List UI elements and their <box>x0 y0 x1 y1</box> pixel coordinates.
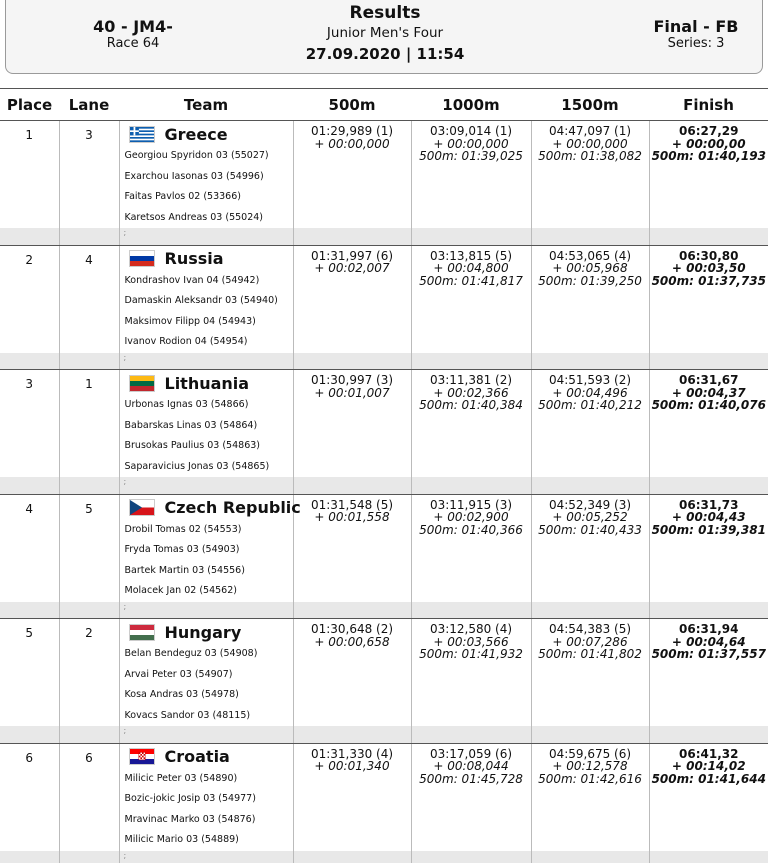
country-name: Hungary <box>164 622 242 642</box>
gap-cell <box>293 851 411 863</box>
russia-flag <box>129 250 155 267</box>
split-1000m-line: 500m: 01:40,366 <box>419 522 523 537</box>
split-1000m-line: 500m: 01:40,384 <box>419 398 523 412</box>
split-1000m <box>411 121 531 229</box>
split-1000m <box>411 494 531 602</box>
finish-line: 06:31,67 <box>679 373 739 387</box>
country-name: Czech Republic <box>164 498 301 517</box>
col-place: Place <box>0 89 59 121</box>
finish-line: + 00:14,02 <box>671 759 746 773</box>
rower-name: Kondrashov Ivan 04 (54942) <box>124 274 260 286</box>
table-row <box>0 494 768 602</box>
final-label: Final - FB <box>653 17 739 36</box>
rower-name: Molacek Jan 02 (54562) <box>124 585 237 596</box>
split-1000m-line: + 00:08,044 <box>433 759 509 773</box>
split-1500m-line: 500m: 01:41,802 <box>538 647 642 661</box>
split-1500m-line: 500m: 01:40,212 <box>538 398 642 412</box>
split-1500m-line: + 00:05,252 <box>552 510 628 524</box>
split-1000m-line: 03:09,014 (1) <box>429 124 513 138</box>
country-name: Croatia <box>164 747 230 766</box>
country-name: Russia <box>164 249 224 268</box>
split-1500m-line: + 00:07,286 <box>552 634 628 649</box>
place-cell: 6 <box>25 750 34 765</box>
rower-list <box>125 769 293 851</box>
finish-line: 06:41,32 <box>679 746 739 761</box>
split-1000m-line: 03:12,580 (4) <box>429 622 513 636</box>
gap-cell <box>649 726 768 743</box>
split-500m-line: 01:31,548 (5) <box>310 497 394 512</box>
split-500m-line: 01:30,648 (2) <box>310 622 394 636</box>
team-cell <box>119 121 293 229</box>
split-1000m-line: 03:13,815 (5) <box>429 248 513 263</box>
split-500m <box>293 619 411 727</box>
rower-list <box>125 644 293 726</box>
lithuania-flag <box>129 375 155 392</box>
team-header <box>125 124 293 144</box>
finish-line: + 00:04,37 <box>671 385 746 400</box>
split-1500m-line: 04:47,097 (1) <box>548 124 632 138</box>
gap-cell <box>649 228 768 245</box>
split-500m-line: 01:29,989 (1) <box>310 124 394 138</box>
split-1500m-line: 04:52,349 (3) <box>548 497 632 512</box>
rower-name: Arvai Peter 03 (54907) <box>124 668 233 680</box>
finish-line: 500m: 01:40,076 <box>651 398 766 412</box>
gap-cell <box>0 228 59 245</box>
croatia-flag <box>129 748 155 765</box>
split-1500m-line: 04:59,675 (6) <box>548 746 632 761</box>
gap-cell <box>293 353 411 370</box>
gap-cell <box>0 353 59 370</box>
split-1000m-line: + 00:00,000 <box>433 136 509 151</box>
split-1000m-line: 03:11,915 (3) <box>429 497 513 512</box>
event-code: 40 - JM4- <box>93 17 173 36</box>
gap-cell <box>293 726 411 743</box>
split-1000m <box>411 245 531 353</box>
table-row <box>0 121 768 229</box>
gap-cell <box>531 851 649 863</box>
finish-line: 500m: 01:39,381 <box>651 522 766 537</box>
split-1500m-line: 04:53,065 (4) <box>548 248 632 263</box>
split-1500m-line: + 00:04,496 <box>552 385 628 400</box>
split-1000m-line: + 00:04,800 <box>433 261 509 275</box>
gap-cell <box>0 602 59 619</box>
team-header <box>125 622 293 642</box>
results-header <box>5 0 763 74</box>
rower-name: Milicic Mario 03 (54889) <box>124 834 239 845</box>
col-team: Team <box>119 89 293 121</box>
rower-list <box>125 146 293 228</box>
gap-cell <box>0 851 59 863</box>
hungary-flag <box>129 624 155 641</box>
rower-name: Maksimov Filipp 04 (54943) <box>124 315 256 327</box>
gap-cell <box>59 851 119 863</box>
finish-line: 500m: 01:37,735 <box>651 273 766 288</box>
finish-line: 500m: 01:37,557 <box>651 647 766 661</box>
split-1000m <box>411 619 531 727</box>
team-header <box>125 373 293 393</box>
finish-time <box>649 494 768 602</box>
split-500m <box>293 121 411 229</box>
gap-cell <box>649 477 768 494</box>
split-1000m-line: 500m: 01:41,817 <box>419 273 523 288</box>
lane-cell: 1 <box>59 370 119 478</box>
split-1000m <box>411 743 531 851</box>
gap-cell <box>531 726 649 743</box>
split-1500m-line: 500m: 01:39,250 <box>538 273 642 288</box>
split-1000m-line: 03:17,059 (6) <box>429 746 513 761</box>
rower-name: Saparavicius Jonas 03 (54865) <box>124 460 270 472</box>
team-header <box>125 747 293 767</box>
split-1000m-line: + 00:02,900 <box>433 510 509 524</box>
lane-cell: 3 <box>59 121 119 229</box>
rower-name: Exarchou Iasonas 03 (54996) <box>124 170 264 182</box>
rower-name: Belan Bendeguz 03 (54908) <box>124 648 258 659</box>
country-name: Greece <box>164 124 228 144</box>
series-label: Series: 3 <box>667 36 725 51</box>
split-1000m-line: 500m: 01:39,025 <box>419 149 523 163</box>
rower-name: Georgiou Spyridon 03 (55027) <box>124 150 269 161</box>
split-1500m <box>531 245 649 353</box>
split-1000m-line: 03:11,381 (2) <box>429 373 513 387</box>
finish-time <box>649 370 768 478</box>
split-500m-line: + 00:01,558 <box>314 510 390 524</box>
place-cell: 2 <box>25 252 34 267</box>
rower-name: Faitas Pavlos 02 (53366) <box>124 191 241 202</box>
finish-line: 06:31,94 <box>679 622 739 636</box>
rower-name: Bozic-jokic Josip 03 (54977) <box>124 793 256 804</box>
gap-cell <box>531 602 649 619</box>
gap-cell <box>411 726 531 743</box>
gap-cell <box>531 228 649 245</box>
gap-cell <box>531 477 649 494</box>
lane-cell: 5 <box>59 494 119 602</box>
gap-cell <box>411 228 531 245</box>
finish-line: 06:27,29 <box>679 124 739 138</box>
col-lane: Lane <box>59 89 119 121</box>
finish-line: + 00:00,00 <box>671 136 746 151</box>
event-name: Junior Men's Four <box>326 25 444 41</box>
team-header <box>125 498 301 518</box>
row-separator <box>0 228 768 245</box>
lane-cell: 2 <box>59 619 119 727</box>
table-row <box>0 370 768 478</box>
gap-cell <box>59 726 119 743</box>
split-500m-line: + 00:01,007 <box>314 385 390 400</box>
gap-cell <box>293 602 411 619</box>
finish-line: 06:30,80 <box>679 248 739 263</box>
table-header-row <box>0 89 768 121</box>
gap-cell <box>0 477 59 494</box>
split-500m-line: + 00:00,658 <box>314 634 390 649</box>
split-1500m-line: + 00:00,000 <box>552 136 628 151</box>
split-500m-line: 01:30,997 (3) <box>310 373 394 387</box>
rower-name: Karetsos Andreas 03 (55024) <box>124 211 264 223</box>
split-1500m <box>531 619 649 727</box>
row-separator <box>0 851 768 863</box>
split-1500m-line: + 00:05,968 <box>552 261 628 275</box>
rower-name: Bartek Martin 03 (54556) <box>124 564 245 576</box>
split-1500m-line: + 00:12,578 <box>552 759 628 773</box>
rower-name: Babarskas Linas 03 (54864) <box>124 419 258 431</box>
split-1500m-line: 04:54,383 (5) <box>548 622 632 636</box>
gap-cell <box>293 228 411 245</box>
split-1000m <box>411 370 531 478</box>
lane-cell: 6 <box>59 743 119 851</box>
gap-cell <box>59 228 119 245</box>
gap-cell <box>649 602 768 619</box>
team-cell <box>119 619 293 727</box>
team-header <box>125 249 293 269</box>
row-separator <box>0 602 768 619</box>
place-cell: 4 <box>25 501 34 516</box>
race-datetime: 27.09.2020 | 11:54 <box>305 45 465 63</box>
col-1500m: 1500m <box>531 89 649 121</box>
rower-name: Ivanov Rodion 04 (54954) <box>124 336 248 347</box>
split-1500m-line: 500m: 01:40,433 <box>538 522 642 537</box>
finish-line: + 00:04,43 <box>671 510 746 524</box>
split-1000m-line: 500m: 01:41,932 <box>419 647 523 661</box>
rower-name: Milicic Peter 03 (54890) <box>124 772 238 784</box>
split-1000m-line: + 00:03,566 <box>433 634 509 649</box>
country-name: Lithuania <box>164 373 250 393</box>
rower-name: Damaskin Aleksandr 03 (54940) <box>124 295 278 306</box>
table-row <box>0 245 768 353</box>
team-cell <box>119 494 301 602</box>
row-separator <box>0 353 768 370</box>
gap-cell <box>411 353 531 370</box>
table-row <box>0 619 768 727</box>
place-cell: 5 <box>25 626 34 640</box>
czech-flag <box>129 499 155 516</box>
rower-list <box>125 271 293 353</box>
finish-time <box>649 619 768 727</box>
col-1000m: 1000m <box>411 89 531 121</box>
team-cell <box>119 245 293 353</box>
row-note: ; <box>119 353 293 370</box>
row-separator <box>0 477 768 494</box>
split-500m <box>293 245 411 353</box>
rower-list <box>125 395 293 477</box>
split-1500m-line: 04:51,593 (2) <box>548 373 632 387</box>
gap-cell <box>411 851 531 863</box>
gap-cell <box>411 477 531 494</box>
rower-name: Fryda Tomas 03 (54903) <box>124 544 240 555</box>
finish-line: + 00:03,50 <box>671 261 746 275</box>
gap-cell <box>649 851 768 863</box>
gap-cell <box>59 353 119 370</box>
finish-time <box>649 245 768 353</box>
finish-line: 500m: 01:41,644 <box>651 771 766 786</box>
rower-list <box>125 520 293 602</box>
gap-cell <box>293 477 411 494</box>
split-1500m <box>531 494 649 602</box>
rower-name: Drobil Tomas 02 (54553) <box>124 523 242 535</box>
title-block <box>256 3 514 65</box>
finish-line: 06:31,73 <box>679 497 739 512</box>
split-1500m <box>531 121 649 229</box>
split-500m <box>293 370 411 478</box>
rower-name: Mravinac Marko 03 (54876) <box>124 813 256 825</box>
table-row <box>0 743 768 851</box>
gap-cell <box>411 602 531 619</box>
finish-time <box>649 743 768 851</box>
split-1500m-line: 500m: 01:38,082 <box>538 149 642 163</box>
final-info <box>636 18 756 52</box>
row-note: ; <box>119 477 293 494</box>
race-number: Race 64 <box>106 36 160 51</box>
split-500m <box>293 494 411 602</box>
rower-name: Urbonas Ignas 03 (54866) <box>124 399 249 410</box>
split-500m-line: 01:31,330 (4) <box>310 746 394 761</box>
col-500m: 500m <box>293 89 411 121</box>
lane-cell: 4 <box>59 245 119 353</box>
row-note: ; <box>119 851 293 863</box>
row-note: ; <box>119 726 293 743</box>
place-cell: 3 <box>25 377 34 391</box>
gap-cell <box>59 477 119 494</box>
row-separator <box>0 726 768 743</box>
finish-line: + 00:04,64 <box>671 634 746 649</box>
team-cell <box>119 370 293 478</box>
finish-line: 500m: 01:40,193 <box>651 149 766 163</box>
gap-cell <box>0 726 59 743</box>
gap-cell <box>531 353 649 370</box>
team-cell <box>119 743 293 851</box>
place-cell: 1 <box>25 128 34 142</box>
rower-name: Kosa Andras 03 (54978) <box>124 689 239 700</box>
split-500m-line: + 00:00,000 <box>314 136 390 151</box>
results-table <box>0 88 768 863</box>
split-1000m-line: + 00:02,366 <box>433 385 509 400</box>
page-title: Results <box>349 3 421 23</box>
split-1500m <box>531 743 649 851</box>
split-500m-line: + 00:02,007 <box>314 261 390 275</box>
split-500m-line: + 00:01,340 <box>314 759 390 773</box>
rower-name: Brusokas Paulius 03 (54863) <box>124 440 260 451</box>
gap-cell <box>59 602 119 619</box>
split-500m-line: 01:31,997 (6) <box>310 248 394 263</box>
split-1500m <box>531 370 649 478</box>
col-finish: Finish <box>649 89 768 121</box>
rower-name: Kovacs Sandor 03 (48115) <box>124 709 251 721</box>
split-500m <box>293 743 411 851</box>
row-note: ; <box>119 602 293 619</box>
greece-flag <box>129 126 155 143</box>
split-1000m-line: 500m: 01:45,728 <box>419 771 523 786</box>
finish-time <box>649 121 768 229</box>
split-1500m-line: 500m: 01:42,616 <box>538 771 642 786</box>
row-note: ; <box>119 228 293 245</box>
event-info <box>68 18 198 52</box>
gap-cell <box>649 353 768 370</box>
